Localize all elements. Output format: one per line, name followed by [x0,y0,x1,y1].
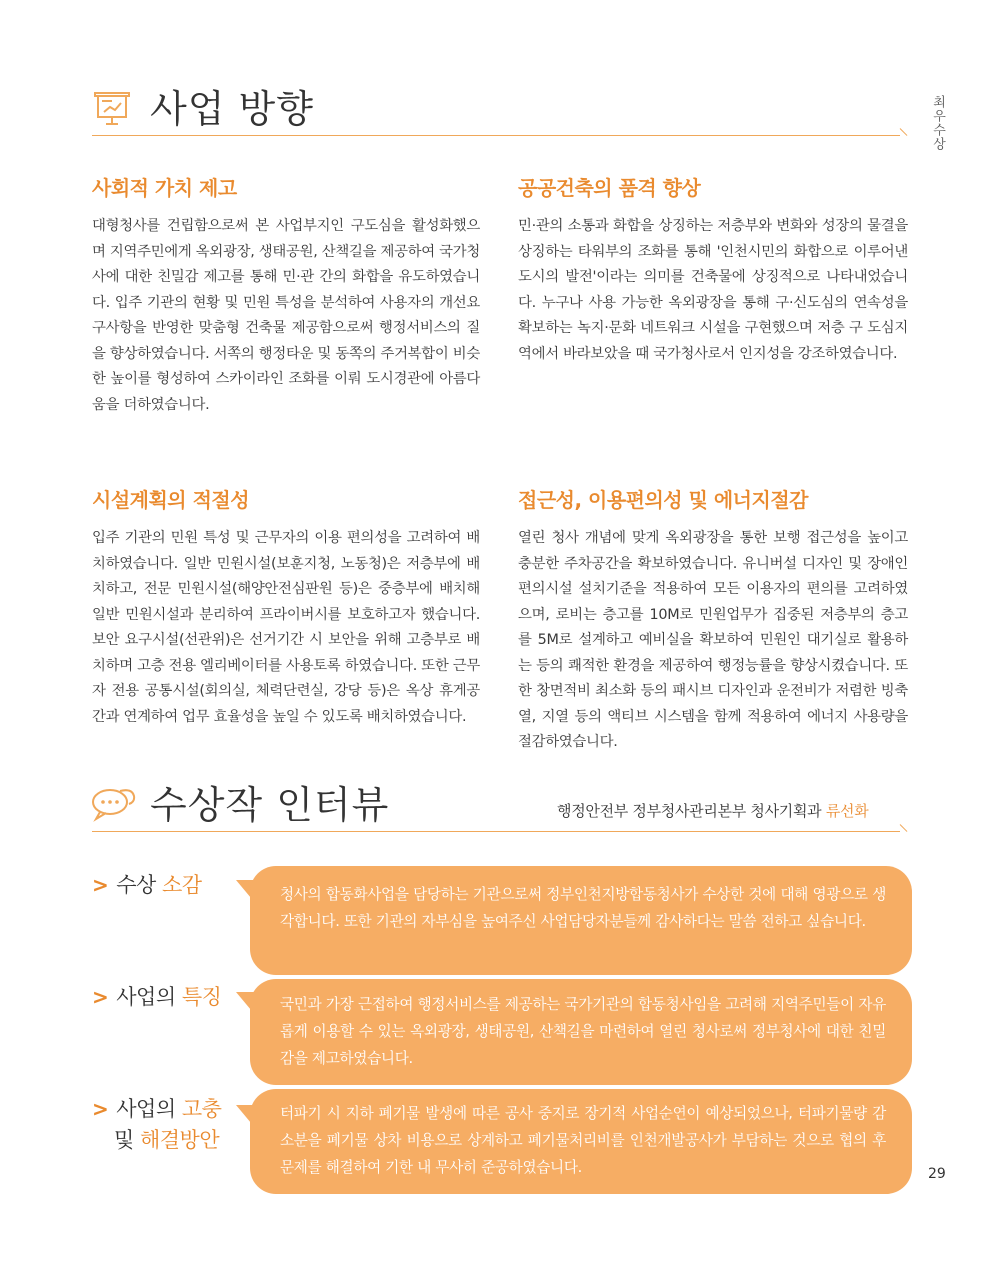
direction-title-rule [92,135,900,136]
question-label-impression [92,870,202,901]
question-label-highlight: 고충 [181,1097,222,1121]
block-heading-public-architecture: 공공건축의 품격 향상 [518,176,701,200]
interview-credit-org: 행정안전부 정부청사관리본부 청사기획과 [557,802,826,820]
block-body-accessibility: 열린 청사 개념에 맞게 옥외광장을 통한 보행 접근성을 높이고 충분한 주차공간을 확보하였습니다. 유니버설 디자인 및 장애인 편의시설 설치기준을 적용하여 모든 이용자의 편의를 고려하였으며, 로비는 층고를 10M로 민원업무가 집중된 저층부의 층고를 5M로 설계하고 예비실을 확보하여 민원인 대기실로 활용하는 등의 쾌적한 환경을 제공하여 행정능률을 향상시켰습니다. 또한 창면적비 최소화 등의 패시브 디자인과 운전비가 저렴한 빙축열, 지열 등의 액티브 시스템을 함께 적용하여 에너지 사용량을 절감하였습니다. [518,530,908,750]
answer-text-difficulties: 터파기 시 지하 폐기물 발생에 따른 공사 중지로 장기적 사업순연이 예상되었으나, 터파기물량 감소분을 폐기물 상차 비용으로 상계하고 폐기물처리비를 인천개발공사가 부담하는 것으로 협의 후 문제를 해결하여 기한 내 무사히 준공하였습니다. [280,1105,886,1176]
question-label-difficulties [92,1094,221,1125]
award-side-label: 최우수상 [930,95,945,151]
interview-title-rule [92,831,900,832]
block-heading-social-value: 사회적 가치 제고 [92,176,237,200]
direction-title: 사업 방향 [150,87,314,131]
answer-text-impression: 청사의 합동화사업을 담당하는 기관으로써 정부인천지방합동청사가 수상한 것에 대해 영광으로 생각합니다. 또한 기관의 자부심을 높여주신 사업담당자분들께 감사하다는 말씀 전하고 싶습니다. [280,886,886,930]
interview-rule-tick [900,824,908,832]
block-heading-facility-plan: 시설계획의 적절성 [92,488,250,512]
question-label-highlight: 해결방안 [139,1128,220,1152]
speech-bubbles-icon [90,784,136,822]
block-body-facility-plan: 입주 기관의 민원 특성 및 근무자의 이용 편의성을 고려하여 배치하였습니다. 일반 민원시설(보훈지청, 노동청)은 저층부에 배치하고, 전문 민원시설(해양안전심판원 등)은 중층부에 배치해 일반 민원시설과 분리하여 프라이버시를 보호하고자 했습니다. 보안 요구시설(선관위)은 선거기간 시 보안을 위해 고층부로 배치하며 고층 전용 엘리베이터를 사용토록 하였습니다. 또한 근무자 전용 공통시설(회의실, 체력단련실, 강당 등)은 옥상 휴게공간과 연계하여 업무 효율성을 높일 수 있도록 배치하였습니다. [92,530,480,725]
interview-title: 수상작 인터뷰 [150,783,390,827]
question-label-features [92,982,221,1013]
interview-credit-name: 류선화 [825,802,869,820]
question-label-text: 및 [114,1128,140,1152]
question-label-highlight: 특징 [181,985,222,1009]
question-label-text: 수상 [116,873,163,897]
block-body-social-value: 대형청사를 건립함으로써 본 사업부지인 구도심을 활성화했으며 지역주민에게 옥외광장, 생태공원, 산책길을 제공하여 국가청사에 대한 친밀감 제고를 통해 민·관 간의 화합을 유도하였습니다. 입주 기관의 현황 및 민원 특성을 분석하여 사용자의 개선요구사항을 반영한 맞춤형 건축물 제공함으로써 행정서비스의 질을 향상하였습니다. 서쪽의 행정타운 및 동쪽의 주거복합이 비슷한 높이를 형성하여 스카이라인 조화를 이뤄 도시경관에 아름다움을 더하였습니다. [92,218,480,413]
answer-text-features: 국민과 가장 근접하여 행정서비스를 제공하는 국가기관의 합동청사임을 고려해 지역주민들이 자유롭게 이용할 수 있는 옥외광장, 생태공원, 산책길을 마련하여 열린 청사로써 정부청사에 대한 친밀감을 제고하였습니다. [280,996,886,1067]
question-label-text: 사업의 [116,1097,182,1121]
chevron-right-icon: > [92,873,109,897]
block-heading-accessibility: 접근성, 이용편의성 및 에너지절감 [518,488,808,512]
page-number: 29 [928,1166,946,1182]
interview-credit [557,800,868,821]
block-body-public-architecture: 민·관의 소통과 화합을 상징하는 저층부와 변화와 성장의 물결을 상징하는 타워부의 조화를 통해 '인천시민의 화합으로 이루어낸 도시의 발전'이라는 의미를 건축물에 상징적으로 나타내었습니다. 누구나 사용 가능한 옥외광장을 통해 구·신도심의 연속성을 확보하는 녹지·문화 네트워크 시설을 구현했으며 저층 구 도심지역에서 바라보았을 때 국가청사로서 인지성을 강조하였습니다. [518,218,908,362]
chevron-right-icon: > [92,985,109,1009]
chevron-right-icon: > [92,1097,109,1121]
question-label-solutions [114,1125,219,1156]
question-label-highlight: 소감 [162,873,202,897]
question-label-text: 사업의 [116,985,182,1009]
direction-rule-tick [900,128,908,136]
presentation-board-icon [92,88,132,128]
